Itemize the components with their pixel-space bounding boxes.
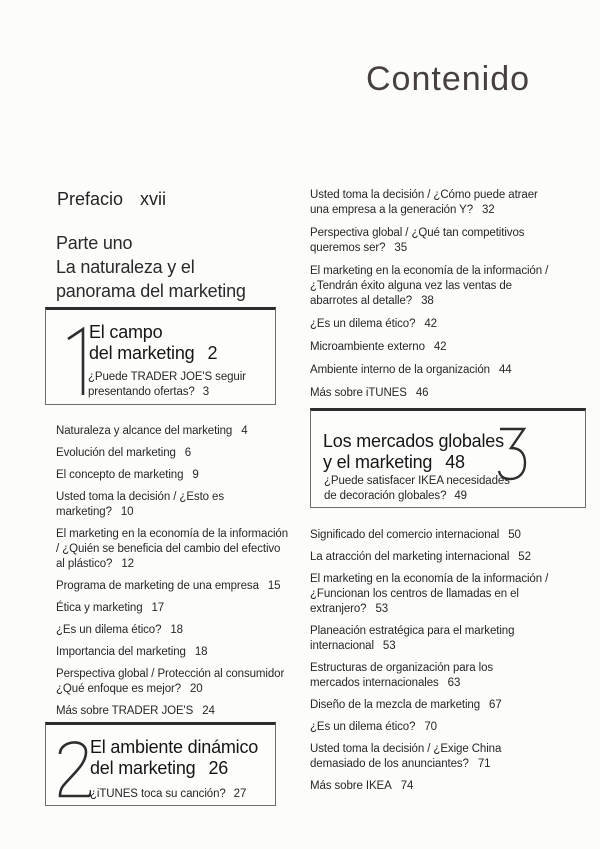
toc-entry-text: una empresa a la generación Y? 32 [310,204,495,216]
toc-entry-text: internacional 53 [310,640,396,652]
part-heading-line: La naturaleza y el [56,257,195,277]
toc-entry-page: 50 [508,529,521,541]
toc-entry-text: al plástico? 12 [56,558,134,570]
toc-list-chapter-3 [310,528,595,801]
chapter-2-box [45,722,276,806]
prefacio-label: Prefacio [57,189,124,209]
toc-entry-page: 38 [421,295,434,307]
toc-entry [56,468,341,483]
toc-entry-page: 4 [241,425,248,437]
toc-entry-text: Ambiente interno de la organización 44 [310,364,512,376]
chapter-2-numeral [55,738,91,800]
chapter-2-subtitle: ¿iTUNES toca su canción? 27 [90,788,247,800]
toc-entry [310,779,595,794]
toc-entry [310,386,595,401]
chapter-1-box [45,307,276,405]
toc-entry [310,317,595,332]
chapter-2-subtitle-page: 27 [233,788,247,800]
toc-entry [310,742,595,772]
toc-entry-text: ¿Es un dilema ético? 70 [310,721,437,733]
toc-entry [56,645,341,660]
toc-list-chapter-1 [56,424,341,726]
toc-entry-text: Planeación estratégica para el marketing [310,625,515,637]
toc-entry [310,572,595,617]
toc-entry-text: Más sobre iTUNES 46 [310,387,429,399]
toc-entry-text: abarrotes al detalle? 38 [310,295,434,307]
toc-entry-text: ¿Funcionan los centros de llamadas en el [310,588,519,600]
toc-entry-page: 67 [489,699,502,711]
toc-entry [310,340,595,355]
toc-entry-text: Microambiente externo 42 [310,341,447,353]
toc-entry-text: extranjero? 53 [310,603,389,615]
toc-entry-text: / ¿Quién se beneficia del cambio del efectivo [56,543,281,555]
toc-entry [310,188,595,218]
toc-entry-text: El marketing en la economía de la información / [310,573,549,585]
toc-entry-text: Naturaleza y alcance del marketing 4 [56,425,248,437]
chapter-3-box [310,408,586,508]
part-heading-line: Parte uno [56,233,133,253]
toc-entry [56,579,341,594]
toc-entry-text: Perspectiva global / Protección al consumidor [56,668,285,680]
toc-entry [56,446,341,461]
toc-entry [56,704,341,719]
toc-entry [56,623,341,638]
toc-entry-text: Más sobre IKEA 74 [310,780,414,792]
chapter-3-page: 48 [445,452,465,472]
toc-entry-text: El marketing en la economía de la información / [310,265,549,277]
toc-entry-text: Usted toma la decisión / ¿Esto es [56,491,224,503]
toc-entry-text: ¿Es un dilema ético? 42 [310,318,437,330]
toc-entry-text: Perspectiva global / ¿Qué tan competitivos [310,227,525,239]
toc-entry-text: Programa de marketing de una empresa 15 [56,580,281,592]
toc-entry-page: 24 [202,705,215,717]
toc-entry-text: La atracción del marketing internacional 52 [310,551,531,563]
toc-entry [56,490,341,520]
toc-entry-text: Diseño de la mezcla de marketing 67 [310,699,502,711]
toc-entry-page: 42 [424,318,437,330]
toc-entry-page: 10 [120,506,134,518]
toc-entry-page: 53 [382,640,396,652]
toc-entry [56,424,341,439]
toc-entry [310,550,595,565]
toc-entry-text: mercados internacionales 63 [310,677,461,689]
toc-entry-page: 20 [190,683,203,695]
part-heading-line: panorama del marketing [56,281,246,301]
chapter-3-subtitle: ¿Puede satisfacer IKEA necesidades de decoración globales? 49 [324,475,510,502]
toc-entry [310,624,595,654]
chapter-1-subtitle-page: 3 [202,385,209,398]
toc-entry-page: 18 [194,646,208,658]
toc-entry-text: Importancia del marketing 18 [56,646,208,658]
chapter-2-page: 26 [208,758,229,778]
toc-entry-text: Usted toma la decisión / ¿Cómo puede atraer [310,189,538,201]
toc-entry [310,226,595,256]
toc-entry-page: 46 [415,387,429,399]
prefacio-page: xvii [140,189,167,209]
toc-entry-text: Usted toma la decisión / ¿Exige China [310,743,502,755]
toc-entry-text: Significado del comercio internacional 50 [310,529,521,541]
toc-entry-page: 70 [424,721,437,733]
toc-entry-page: 53 [375,603,389,615]
toc-entry-text: Estructuras de organización para los [310,662,494,674]
toc-entry-page: 63 [447,677,461,689]
toc-entry-page: 6 [184,447,192,459]
toc-entry [56,667,341,697]
prefacio-entry [57,189,166,210]
toc-list-chapter-2 [310,188,595,409]
toc-entry [56,527,341,572]
toc-entry-text: ¿Es un dilema ético? 18 [56,624,183,636]
toc-entry-page: 44 [498,364,512,376]
toc-entry-text: Ética y marketing 17 [56,602,165,614]
toc-entry-page: 32 [482,204,495,216]
toc-entry-page: 42 [433,341,447,353]
toc-entry-text: queremos ser? 35 [310,242,407,254]
toc-entry-text: ¿Qué enfoque es mejor? 20 [56,683,203,695]
chapter-1-subtitle: ¿Puede TRADER JOE'S seguir presentando ofertas? 3 [88,371,246,398]
toc-entry [310,264,595,309]
toc-entry-page: 35 [394,242,407,254]
toc-entry [310,661,595,691]
toc-entry-page: 74 [400,780,414,792]
chapter-2-title: El ambiente dinámico del marketing 26 [90,737,259,778]
toc-entry-page: 12 [121,558,134,570]
toc-entry [310,720,595,735]
toc-entry-text: El marketing en la economía de la información [56,528,289,540]
toc-entry-text: Más sobre TRADER JOE'S 24 [56,705,215,717]
toc-entry-text: marketing? 10 [56,506,134,518]
toc-entry [310,528,595,543]
toc-entry-page: 9 [192,469,199,481]
chapter-1-title: El campo del marketing 2 [89,322,218,363]
toc-entry-text: El concepto de marketing 9 [56,469,199,481]
toc-entry-page: 17 [151,602,165,614]
toc-entry-text: Evolución del marketing 6 [56,447,192,459]
chapter-3-title: Los mercados globales y el marketing 48 [323,431,504,472]
toc-entry-page: 52 [518,551,531,563]
part-heading [56,231,246,303]
toc-entry [56,601,341,616]
toc-entry-page: 18 [170,624,183,636]
chapter-3-subtitle-page: 49 [454,489,467,502]
page-title: Contenido [366,60,531,98]
chapter-1-page: 2 [207,343,218,363]
toc-entry [310,363,595,378]
toc-entry-page: 15 [267,580,281,592]
toc-entry [310,698,595,713]
toc-entry-text: ¿Tendrán éxito alguna vez las ventas de [310,280,512,292]
toc-entry-text: demasiado de los anunciantes? 71 [310,758,491,770]
toc-entry-page: 71 [477,758,491,770]
